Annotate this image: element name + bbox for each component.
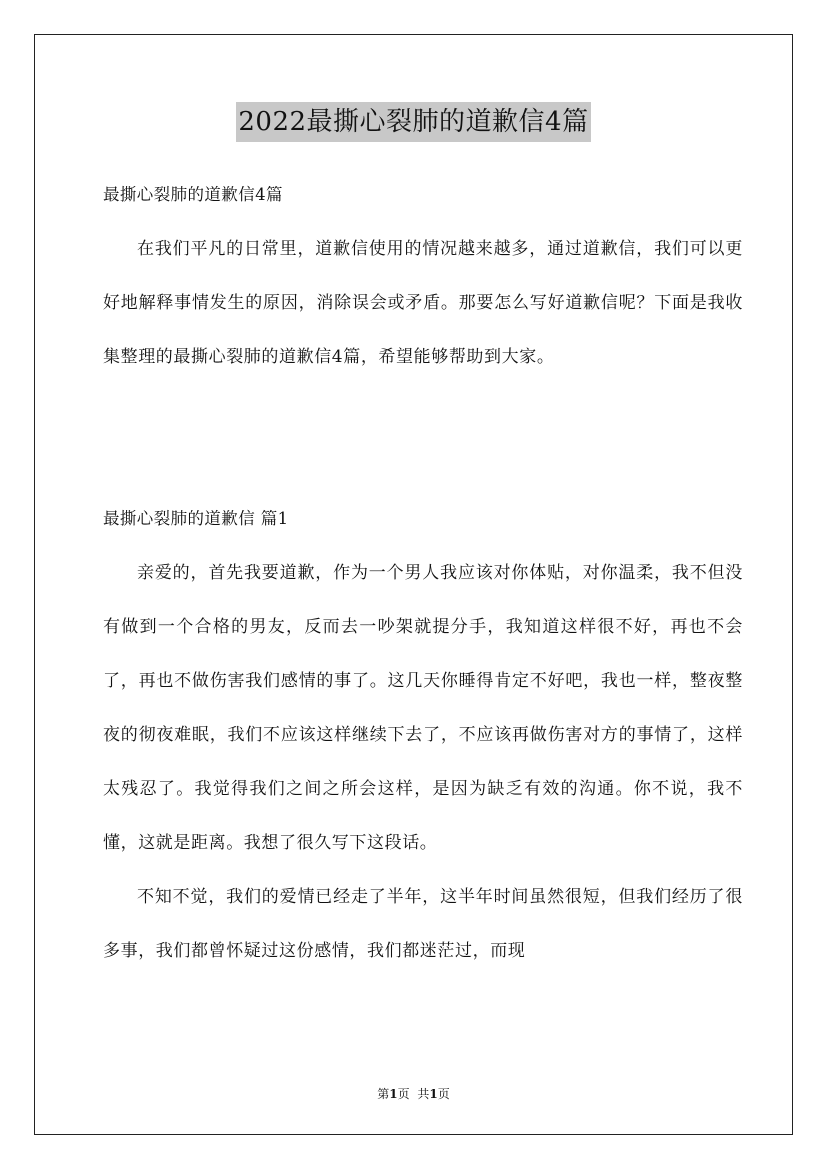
- section-paragraph: 亲爱的，首先我要道歉，作为一个男人我应该对你体贴，对你温柔，我不但没有做到一个合格的男友，反而去一吵架就提分手，我知道这样很不好，再也不会了，再也不做伤害我们感情的事了。这几天你睡得肯定不好吧，我也一样，整夜整夜的彻夜难眠，我们不应该这样继续下去了，不应该再做伤害对方的事情了，这样太残忍了。我觉得我们之间之所会这样，是因为缺乏有效的沟通。你不说，我不懂，这就是距离。我想了很久写下这段话。: [103, 563, 743, 853]
- page-number: 1: [389, 1087, 398, 1101]
- intro-block: [103, 222, 743, 384]
- total-pages: 1: [429, 1087, 438, 1101]
- intro-paragraph: 在我们平凡的日常里，道歉信使用的情况越来越多，通过道歉信，我们可以更好地解释事情发生的原因，消除误会或矛盾。那要怎么写好道歉信呢？下面是我收集整理的最撕心裂肺的道歉信4篇，希望能够帮助到大家。: [103, 239, 743, 367]
- title-container: [0, 102, 827, 142]
- document-title: 2022最撕心裂肺的道歉信4篇: [236, 102, 590, 142]
- footer-text: 页: [437, 1087, 450, 1101]
- footer-text: 第: [377, 1087, 390, 1101]
- section-body: [103, 546, 743, 978]
- footer-text: 共: [417, 1087, 430, 1101]
- document-subtitle: 最撕心裂肺的道歉信4篇: [103, 185, 283, 204]
- footer-text: 页: [397, 1087, 410, 1101]
- page-footer: [0, 1085, 827, 1102]
- section-paragraph: 不知不觉，我们的爱情已经走了半年，这半年时间虽然很短，但我们经历了很多事，我们都曾怀疑过这份感情，我们都迷茫过，而现: [103, 887, 743, 961]
- section-heading: 最撕心裂肺的道歉信 篇1: [103, 509, 289, 528]
